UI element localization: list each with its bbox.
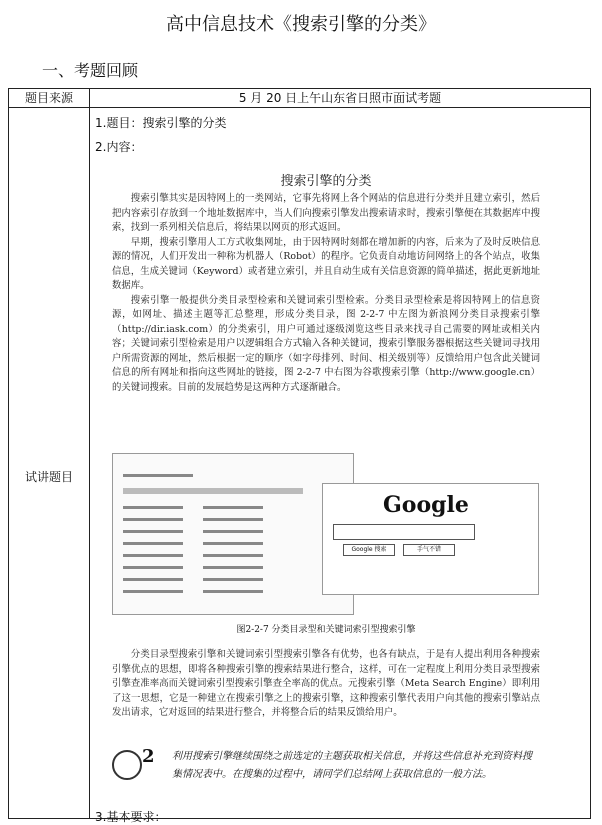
- google-logo: Google: [383, 492, 469, 518]
- figure-caption: 图2-2-7 分类目录型和关键词索引型搜索引擎: [236, 625, 416, 635]
- row-label: 试讲题目: [24, 470, 73, 484]
- scan-paragraph: 早期，搜索引擎用人工方式收集网址，由于因特网时刻都在增加新的内容，后来为了及时反映信息源的情况，人们开发出一种称为机器人（Robot）的程序。它负责自动地访问网络上的各个站点，收集信息，生成关键词（Keyword）或者建立索引，并且自动生成有关信息资源的简单描述，据此更新地址数据库。: [112, 236, 540, 291]
- page-title: 高中信息技术《搜索引擎的分类》: [166, 14, 436, 35]
- exam-table: [8, 88, 591, 824]
- activity-box: [112, 748, 540, 784]
- scan-body-2: [112, 648, 540, 721]
- scan-paragraph: 分类目录型搜索引擎和关键词索引型搜索引擎各有优势，也各有缺点，于是有人提出利用各种搜索引擎优点的思想，即将各种搜索引擎的搜索结果进行整合，这样，可在一定程度上利用分类目录型搜索引擎查准率高而关键词索引型搜索引擎查全率高的优点。元搜索引擎（Meta Search Engine）即利用了这一思想，它是一种建立在搜索引擎之上的搜索引擎，这种搜索引擎代表用户向其他的搜索引擎站点发出请求，它对返回的结果进行整合，并将整合后的结果反馈给用户。: [112, 649, 540, 718]
- activity-text: 利用搜索引擎继续围绕之前选定的主题获取相关信息，并将这些信息补充到资料搜集情况表中。在搜集的过程中，请同学们总结网上获取信息的一般方法。: [172, 751, 532, 780]
- scan-paragraph: 搜索引擎一般提供分类目录型检索和关键词索引型检索。分类目录型检索是将因特网上的信息资源，如网址、描述主题等汇总整理，形成分类目录，图 2-2-7 中左图为新浪网分类目录搜索引擎（http://dir.iask.com）的分类索引，用户可通过逐级浏览这些目录来找寻自己需要的网址或相关内容；关键词索引型检索是用户以逻辑组合方式输入各种关键词，搜索引擎服务器根据这些关键词寻找用户所需资源的网址，然后根据一定的顺序（如字母排列、时间、相关级别等）反馈给用户包含此关键词信息的所有网址和指向这些网址的链接，图 2-2-7 中右图为谷歌搜索引擎（http://www.google.cn）的关键词搜索。目前的发展趋势是这两种方式逐渐融合。: [112, 294, 540, 393]
- table-row: [9, 108, 591, 819]
- topic-line: 1.题目：搜索引擎的分类: [95, 116, 227, 130]
- content-line: 2.内容：: [95, 140, 143, 154]
- search-figure: [112, 453, 540, 621]
- scan-title: 搜索引擎的分类: [280, 174, 372, 189]
- table-row: [9, 89, 591, 108]
- row-label-cell: [9, 108, 90, 819]
- source-label: 题目来源: [9, 89, 90, 108]
- google-screenshot: [322, 483, 539, 595]
- content-cell: [90, 108, 591, 824]
- scan-body: [112, 192, 540, 395]
- google-search-button: Google 搜索: [343, 544, 395, 556]
- directory-screenshot: [112, 453, 354, 615]
- source-value: 5 月 20 日上午山东省日照市面试考题: [90, 89, 591, 108]
- section-heading: 一、考题回顾: [42, 61, 139, 80]
- google-lucky-button: 手气不错: [403, 544, 455, 556]
- activity-number: 2: [142, 746, 155, 767]
- requirements-line: 3.基本要求：: [95, 810, 167, 824]
- scan-paragraph: 搜索引擎其实是因特网上的一类网站，它事先将网上各个网站的信息进行分类并且建立索引，然后把内容索引存放到一个地址数据库中，当人们向搜索引擎发出搜索请求时，搜索引擎便在其数据库中搜索，找到一系列相关信息后，将结果以网页的形式返回。: [112, 193, 540, 233]
- activity-icon: [112, 750, 142, 780]
- google-search-box: [333, 524, 475, 540]
